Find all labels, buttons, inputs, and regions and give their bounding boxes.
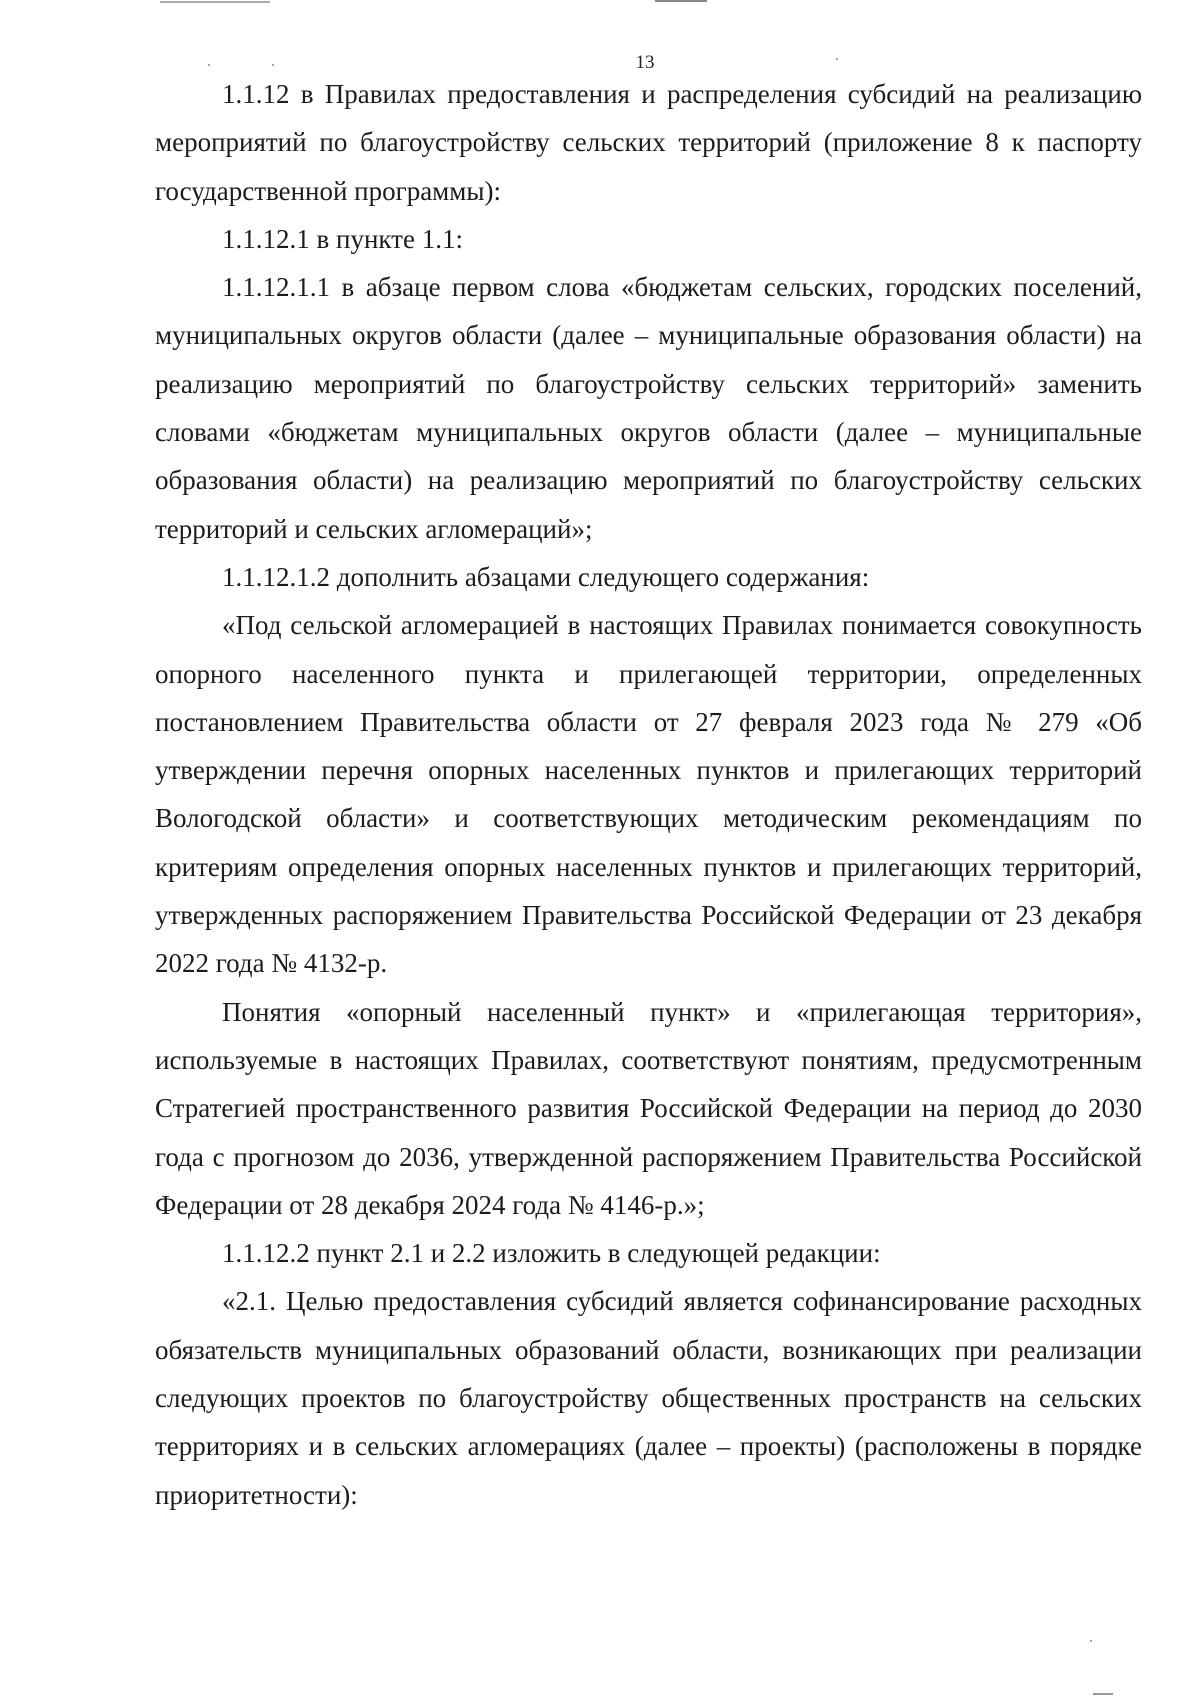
page-number: 13 — [635, 52, 655, 73]
scan-artifact — [160, 1, 270, 3]
paragraph: 1.1.12.2 пункт 2.1 и 2.2 изложить в следующей редакции: — [222, 1238, 881, 1269]
document-body — [155, 70, 1142, 1519]
paragraph: 1.1.12.1.1 в абзаце первом слова «бюджетам сельских, городских поселений, муниципальных округов области (далее – муниципальные образования области) на реализацию мероприятий по благоустройству сельских территорий» заменить словами «бюджетам муниципальных округов области (далее – муниципальные образования области) на реализацию мероприятий по благоустройству сельских территорий и сельских агломераций»; — [155, 272, 1142, 544]
paragraph: «2.1. Целью предоставления субсидий является софинансирование расходных обязательств муниципальных образований области, возникающих при реализации следующих проектов по благоустройству общественных пространств на сельских территориях и в сельских агломерациях (далее – проекты) (расположены в порядке приоритетности): — [155, 1286, 1142, 1510]
scan-artifact — [655, 0, 707, 2]
scan-artifact — [1093, 1693, 1113, 1695]
scan-artifact — [1090, 1640, 1092, 1642]
paragraph: Понятия «опорный населенный пункт» и «прилегающая территория», используемые в настоящих Правилах, соответствуют понятиям, предусмотренным Стратегией пространственного развития Российской Федерации на период до 2030 года с прогнозом до 2036, утвержденной распоряжением Правительства Российской Федерации от 28 декабря 2024 года № 4146-р.»; — [155, 996, 1142, 1220]
paragraph: 1.1.12.1.2 дополнить абзацами следующего содержания: — [222, 561, 870, 592]
paragraph: «Под сельской агломерацией в настоящих Правилах понимается совокупность опорного населенного пункта и прилегающей территории, определенных постановлением Правительства области от 27 февраля 2023 года № 279 «Об утверждении перечня опорных населенных пунктов и прилегающих территорий Вологодской области» и соответствующих методическим рекомендациям по критериям определения опорных населенных пунктов и прилегающих территорий, утвержденных распоряжением Правительства Российской Федерации от 23 декабря 2022 года № 4132-р. — [155, 610, 1142, 979]
paragraph: 1.1.12 в Правилах предоставления и распределения субсидий на реализацию мероприятий по благоустройству сельских территорий (приложение 8 к паспорту государственной программы): — [155, 79, 1142, 206]
paragraph: 1.1.12.1 в пункте 1.1: — [222, 223, 463, 254]
